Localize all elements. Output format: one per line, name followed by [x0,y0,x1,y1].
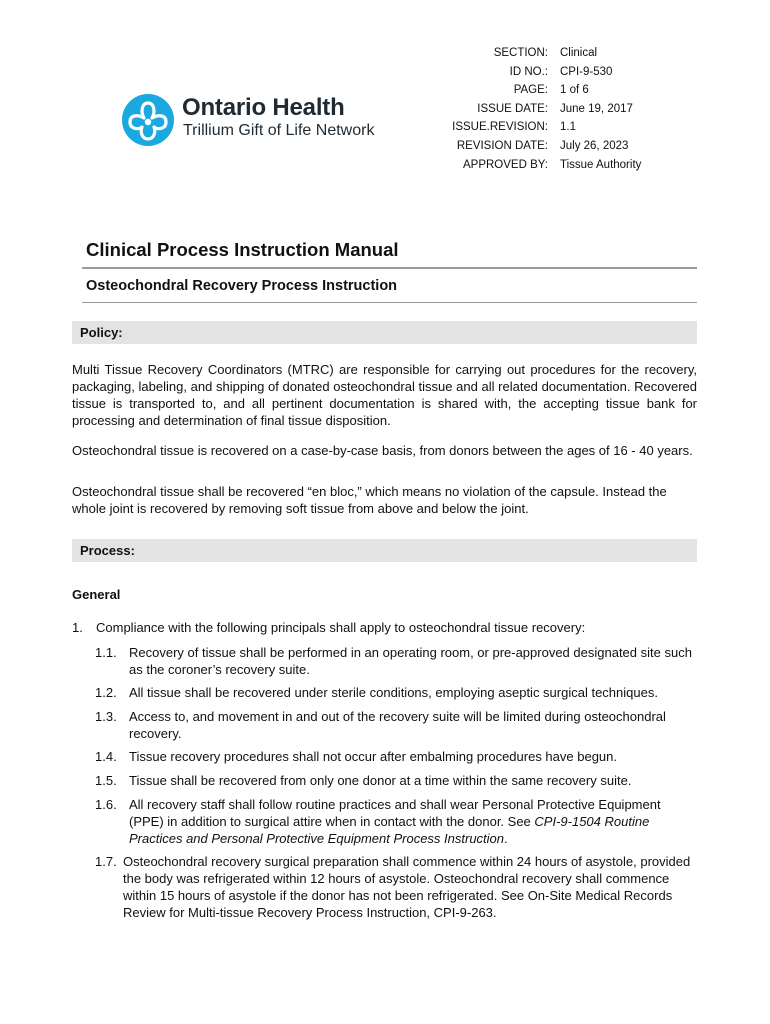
sub-list-number: 1.6. [95,797,117,812]
meta-value: Tissue Authority [560,158,642,171]
meta-value: July 26, 2023 [560,139,629,152]
sub-list-number: 1.5. [95,773,117,788]
sub-list-text-body: All recovery staff shall follow routine practices and shall wear Personal Protective Equipment (PPE) in addition to surgical attire when in contact with the donor. See [129,797,661,829]
trillium-logo-icon [122,94,174,146]
logo-subtitle: Trillium Gift of Life Network [183,122,375,139]
sub-list-item [95,644,695,678]
meta-label: PAGE: [513,84,548,97]
title-divider [82,267,697,269]
sub-list-text: Tissue recovery procedures shall not occur after embalming procedures have begun. [129,749,617,764]
sub-list-item [95,772,695,789]
sub-list-text: Osteochondral recovery surgical preparation shall commence within 24 hours of asystole, provided the body was refrigerated within 12 hours of asystole. Osteochondral recovery shall commence within 15 hours of asystole if the donor has not been refrigerated. See On-Site Medical Records Review for Multi-tissue Recovery Process Instruction, CPI-9-263. [123,854,691,920]
policy-paragraph: Osteochondral tissue is recovered on a case-by-case basis, from donors between the ages of 16 - 40 years. [72,443,693,458]
meta-label: ISSUE.REVISION: [452,121,548,134]
meta-row-issue-revision [420,118,760,137]
sub-list-number: 1.1. [95,645,117,660]
meta-label: APPROVED BY: [462,158,548,171]
meta-label: ID NO.: [509,65,548,78]
procedure-reference: CPI-9-1504 Routine Practices and Personal Protective Equipment Process Instruction [129,814,650,846]
logo-title: Ontario Health [182,94,345,121]
process-section-header [72,539,697,562]
sub-list-text [95,796,695,847]
manual-title: Clinical Process Instruction Manual [86,239,399,260]
sub-list-text: Access to, and movement in and out of the recovery suite will be limited during osteochondral recovery. [129,709,666,741]
policy-section-header [72,321,697,344]
general-subheading: General [72,587,121,602]
meta-row-section [420,44,760,63]
list-text: Compliance with the following principals shall apply to osteochondral tissue recovery: [96,620,586,635]
policy-heading: Policy: [80,325,123,340]
policy-paragraph: Multi Tissue Recovery Coordinators (MTRC) are responsible for carrying out procedures for the recovery, packaging, labeling, and shipping of donated osteochondral tissue and all related documentation. Recovered tissue is transported to, and all pertinent documentation is shared with, the accepting tissue bank for processing and determination of final tissue disposition. [72,362,697,428]
meta-label: SECTION: [493,47,548,59]
sub-list-number: 1.7. [95,854,117,869]
list-number: 1. [72,620,83,635]
process-heading: Process: [80,543,135,558]
meta-row-issue-date [420,100,760,119]
document-title: Osteochondral Recovery Process Instruction [86,278,398,294]
sub-list-item [95,796,695,847]
meta-row-id [420,63,760,82]
sub-list-number: 1.2. [95,685,117,700]
meta-label: REVISION DATE: [456,139,548,152]
organization-logo [122,94,412,146]
sub-list-item [95,684,695,701]
sentence-end: . [504,831,508,846]
sub-list-item [95,748,695,765]
sub-list-text: All tissue shall be recovered under sterile conditions, employing aseptic surgical techniques. [129,685,658,700]
meta-value: June 19, 2017 [560,102,633,115]
meta-row-revision-date [420,137,760,156]
meta-value: Clinical [560,47,598,59]
list-item [72,619,585,636]
meta-label: ISSUE DATE: [477,102,548,115]
sub-list-text: Tissue shall be recovered from only one donor at a time within the same recovery suite. [129,773,632,788]
sub-list-number: 1.4. [95,749,117,764]
sub-list-number: 1.3. [95,709,117,724]
meta-value: 1 of 6 [560,84,589,97]
policy-paragraph: Osteochondral tissue shall be recovered “en bloc,” which means no violation of the capsule. Instead the whole joint is recovered by removing soft tissue from above and below the joint. [72,484,667,516]
sub-list-item [95,708,695,742]
document-metadata [420,44,760,174]
meta-row-page [420,81,760,100]
subtitle-divider [82,302,697,303]
sub-list-item [95,853,695,921]
meta-row-approved-by [420,156,760,175]
meta-value: 1.1 [560,121,576,134]
meta-value: CPI-9-530 [560,65,613,78]
sub-list-text: Recovery of tissue shall be performed in an operating room, or pre-approved designated site such as the coroner’s recovery suite. [129,645,692,677]
